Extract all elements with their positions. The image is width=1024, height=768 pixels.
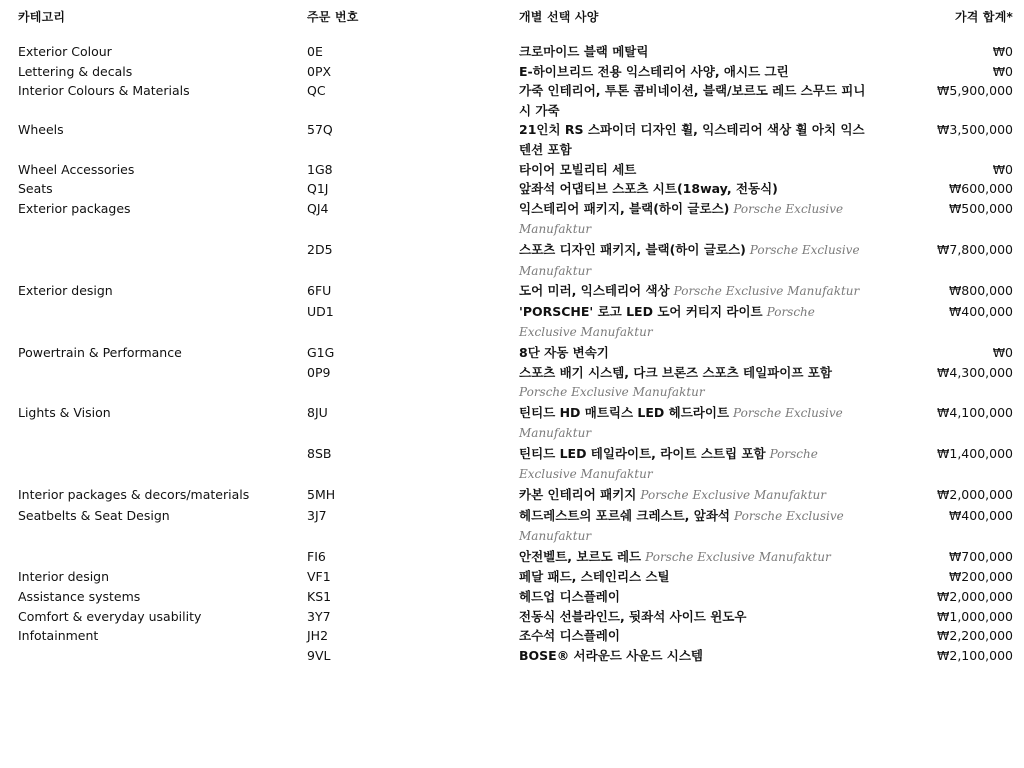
table-row — [0, 363, 1024, 403]
row-description — [519, 444, 872, 485]
table-row — [0, 120, 1024, 159]
row-order-code: 0E — [307, 44, 323, 59]
row-order-code: FI6 — [307, 548, 326, 564]
table-row — [0, 607, 1024, 627]
table-row — [0, 160, 1024, 180]
row-price: ₩700,000 — [948, 548, 1013, 564]
row-category: Seats — [18, 181, 53, 197]
row-order-code: 5MH — [307, 487, 336, 503]
row-order-code: UD1 — [307, 303, 334, 319]
row-description — [519, 626, 872, 646]
table-row — [0, 403, 1024, 444]
row-price: ₩2,000,000 — [937, 589, 1013, 605]
table-row — [0, 281, 1024, 302]
row-description — [519, 302, 872, 343]
row-price: ₩4,300,000 — [937, 364, 1013, 380]
row-description-text: BOSE® 서라운드 사운드 시스템 — [519, 647, 704, 663]
row-category: Exterior Colour — [18, 44, 112, 59]
row-category — [0, 444, 307, 485]
row-category: Wheels — [18, 122, 64, 138]
table-header — [0, 0, 1024, 42]
row-description — [519, 81, 872, 120]
row-order-code: JH2 — [307, 628, 329, 644]
row-price: ₩2,000,000 — [937, 487, 1013, 503]
row-price: ₩1,400,000 — [937, 445, 1013, 461]
header-row — [0, 0, 1024, 42]
row-description — [519, 587, 872, 607]
row-price: ₩800,000 — [948, 283, 1013, 299]
row-order-code: QJ4 — [307, 200, 329, 216]
row-description — [519, 485, 872, 506]
row-price: ₩200,000 — [948, 569, 1013, 585]
table-row — [0, 506, 1024, 547]
row-price: ₩4,100,000 — [937, 404, 1013, 420]
row-description — [519, 567, 872, 587]
row-description — [519, 403, 872, 444]
row-description — [519, 120, 872, 159]
row-description-text: 앞좌석 어댑티브 스포츠 시트(18way, 전동식) — [519, 181, 778, 197]
header-price: 가격 합계* — [954, 10, 1013, 24]
row-description-text: 틴티드 LED 테일라이트, 라이트 스트립 포함 — [519, 445, 766, 461]
row-category — [0, 302, 307, 343]
row-category: Wheel Accessories — [18, 161, 135, 177]
row-description-text: 카본 인테리어 패키지 — [519, 487, 637, 503]
row-description-text: 가죽 인테리어, 투톤 콤비네이션, 블랙/보르도 레드 스무드 피니시 가죽 — [519, 83, 866, 118]
row-description — [519, 199, 872, 240]
row-order-code: 0P9 — [307, 364, 331, 380]
table-row — [0, 444, 1024, 485]
row-description — [519, 547, 872, 568]
row-description-text: E-하이브리드 전용 익스테리어 사양, 애시드 그린 — [519, 63, 789, 79]
row-category: Lettering & decals — [18, 63, 133, 79]
row-price: ₩7,800,000 — [937, 241, 1013, 257]
table-row — [0, 567, 1024, 587]
manufaktur-label: Porsche Exclusive Manufaktur — [519, 242, 860, 278]
row-category: Lights & Vision — [18, 404, 111, 420]
row-description-text: 안전벨트, 보르도 레드 — [519, 548, 642, 564]
row-category — [0, 646, 307, 666]
row-price: ₩1,000,000 — [937, 608, 1013, 624]
table-row — [0, 547, 1024, 568]
manufaktur-label: Porsche Exclusive Manufaktur — [519, 405, 843, 441]
header-code: 주문 번호 — [307, 10, 359, 24]
row-description-text: 익스테리어 패키지, 블랙(하이 글로스) — [519, 200, 730, 216]
row-description-text: 'PORSCHE' 로고 LED 도어 커티지 라이트 — [519, 303, 763, 319]
manufaktur-label: Porsche Exclusive Manufaktur — [519, 508, 844, 544]
row-price: ₩0 — [992, 44, 1013, 59]
row-category: Seatbelts & Seat Design — [18, 507, 170, 523]
row-description-text: 스포츠 디자인 패키지, 블랙(하이 글로스) — [519, 241, 746, 257]
row-price: ₩500,000 — [948, 200, 1013, 216]
row-description-text: 크로마이드 블랙 메탈릭 — [519, 44, 649, 59]
row-order-code: 1G8 — [307, 161, 333, 177]
manufaktur-label: Porsche Exclusive Manufaktur — [519, 201, 844, 237]
row-order-code: 6FU — [307, 283, 332, 299]
manufaktur-label: Porsche Exclusive Manufaktur — [673, 284, 860, 299]
row-category: Interior packages & decors/materials — [18, 487, 250, 503]
row-description-text: 스포츠 배기 시스템, 다크 브론즈 스포츠 테일파이프 포함 — [519, 364, 832, 380]
row-order-code: 57Q — [307, 122, 333, 138]
manufaktur-label: Porsche Exclusive Manufaktur — [519, 304, 815, 340]
row-order-code: 2D5 — [307, 241, 333, 257]
row-description — [519, 240, 872, 281]
row-price: ₩0 — [992, 344, 1013, 360]
row-category: Interior Colours & Materials — [18, 83, 190, 99]
row-order-code: Q1J — [307, 181, 329, 197]
row-price: ₩2,100,000 — [937, 647, 1013, 663]
manufaktur-label: Porsche Exclusive Manufaktur — [519, 446, 818, 482]
row-category — [0, 547, 307, 568]
row-category: Infotainment — [18, 628, 99, 644]
table-row — [0, 302, 1024, 343]
row-description — [519, 343, 872, 363]
table-row — [0, 587, 1024, 607]
row-price: ₩0 — [992, 63, 1013, 79]
row-description-text: 페달 패드, 스테인리스 스틸 — [519, 569, 670, 585]
row-description — [519, 646, 872, 666]
row-price: ₩600,000 — [948, 181, 1013, 197]
row-description-text: 전동식 선블라인드, 뒷좌석 사이드 윈도우 — [519, 608, 747, 624]
row-description — [519, 506, 872, 547]
row-category: Powertrain & Performance — [18, 344, 182, 360]
table-row — [0, 626, 1024, 646]
table-row — [0, 646, 1024, 666]
row-order-code: G1G — [307, 344, 335, 360]
row-order-code: KS1 — [307, 589, 332, 605]
table-row — [0, 81, 1024, 120]
table-row — [0, 485, 1024, 506]
row-order-code: 0PX — [307, 63, 332, 79]
table-row — [0, 199, 1024, 240]
table-row — [0, 343, 1024, 363]
row-category: Assistance systems — [18, 589, 141, 605]
row-price: ₩400,000 — [948, 507, 1013, 523]
row-category: Exterior packages — [18, 200, 131, 216]
row-description-text: 조수석 디스플레이 — [519, 628, 620, 644]
row-price: ₩0 — [992, 161, 1013, 177]
row-order-code: QC — [307, 83, 326, 99]
table-row — [0, 42, 1024, 62]
header-category: 카테고리 — [18, 10, 66, 24]
row-category — [0, 363, 307, 403]
table-body — [0, 42, 1024, 665]
row-description — [519, 363, 872, 403]
table-row — [0, 240, 1024, 281]
row-order-code: VF1 — [307, 569, 331, 585]
row-category: Comfort & everyday usability — [18, 608, 202, 624]
row-description-text: 헤드업 디스플레이 — [519, 589, 620, 605]
row-order-code: 3J7 — [307, 507, 327, 523]
row-price: ₩400,000 — [948, 303, 1013, 319]
row-description — [519, 160, 872, 180]
manufaktur-label: Porsche Exclusive Manufaktur — [519, 385, 705, 400]
table-row — [0, 179, 1024, 199]
row-price: ₩2,200,000 — [937, 628, 1013, 644]
manufaktur-label: Porsche Exclusive Manufaktur — [645, 549, 831, 564]
row-category: Interior design — [18, 569, 110, 585]
table-row — [0, 62, 1024, 82]
row-description — [519, 607, 872, 627]
row-description-text: 도어 미러, 익스테리어 색상 — [519, 283, 670, 299]
row-price: ₩5,900,000 — [937, 83, 1013, 99]
row-description — [519, 281, 872, 302]
header-description: 개별 선택 사양 — [519, 10, 599, 24]
row-order-code: 8JU — [307, 404, 328, 420]
manufaktur-label: Porsche Exclusive Manufaktur — [640, 488, 827, 503]
row-description — [519, 42, 872, 62]
row-description-text: 틴티드 HD 매트릭스 LED 헤드라이트 — [519, 404, 730, 420]
row-price: ₩3,500,000 — [937, 122, 1013, 138]
row-order-code: 9VL — [307, 647, 331, 663]
row-description-text: 헤드레스트의 포르쉐 크레스트, 앞좌석 — [519, 507, 731, 523]
row-order-code: 8SB — [307, 445, 332, 461]
row-description-text: 타이어 모빌리티 세트 — [519, 161, 637, 177]
row-description-text: 8단 자동 변속기 — [519, 344, 609, 360]
row-category: Exterior design — [18, 283, 113, 299]
row-description-text: 21인치 RS 스파이더 디자인 휠, 익스테리어 색상 휠 아치 익스텐션 포함 — [519, 122, 865, 157]
row-order-code: 3Y7 — [307, 608, 331, 624]
row-description — [519, 62, 872, 82]
row-category — [0, 240, 307, 281]
row-description — [519, 179, 872, 199]
